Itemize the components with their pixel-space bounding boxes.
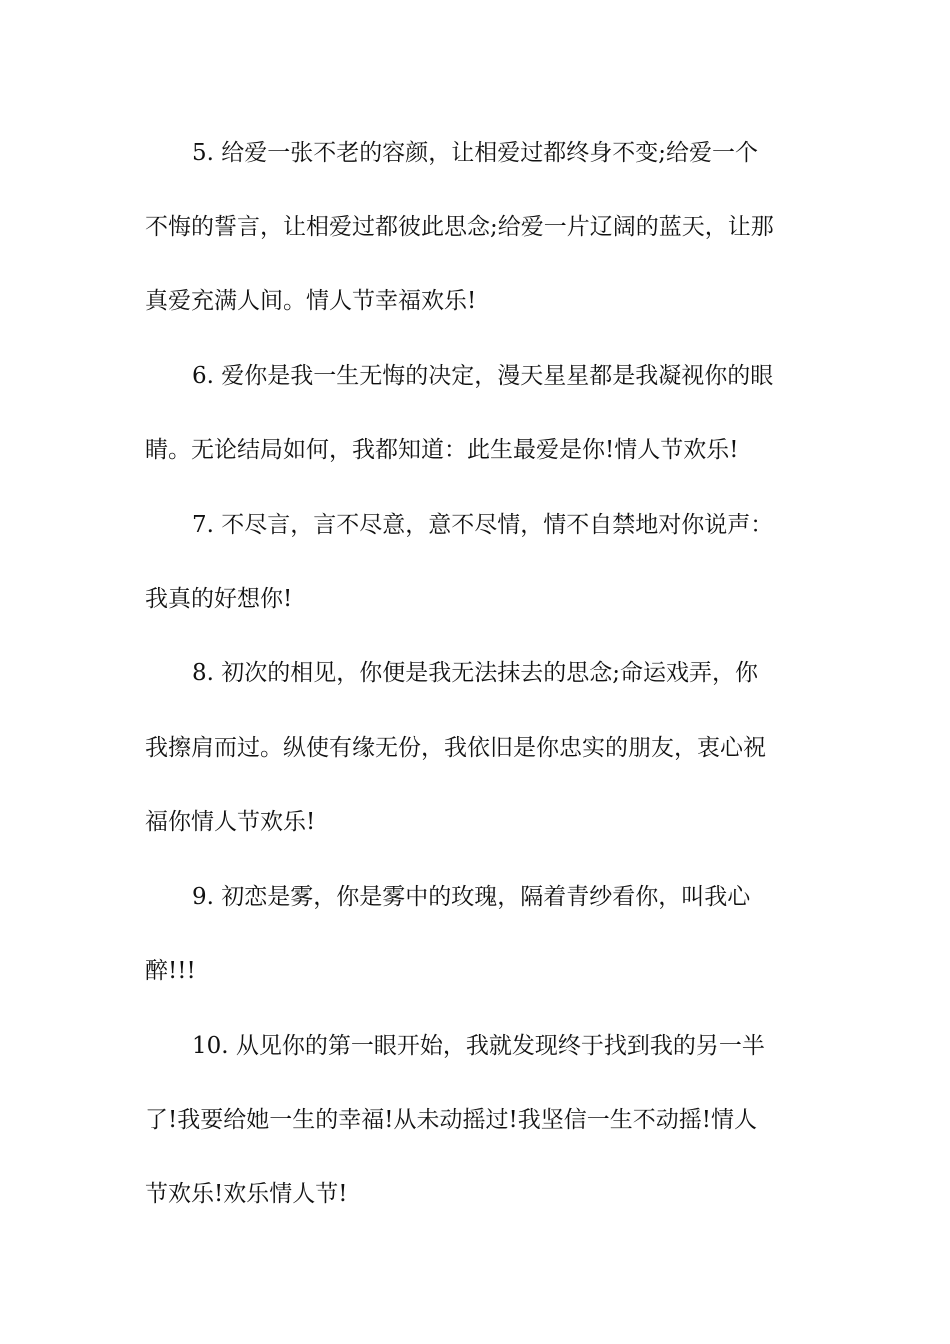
paragraph-7-line-2: 我真的好想你! xyxy=(145,586,293,612)
paragraph-10-line-3: 节欢乐!欢乐情人节! xyxy=(145,1181,348,1207)
paragraph-7-line-1: 7. 不尽言，言不尽意，意不尽情，情不自禁地对你说声： xyxy=(192,512,774,538)
paragraph-10-line-2: 了!我要给她一生的幸福!从未动摇过!我坚信一生不动摇!情人 xyxy=(145,1107,757,1133)
paragraph-9-line-1: 9. 初恋是雾，你是雾中的玫瑰，隔着青纱看你，叫我心 xyxy=(192,884,751,910)
paragraph-8-line-1: 8. 初次的相见，你便是我无法抹去的思念;命运戏弄，你 xyxy=(192,660,759,686)
paragraph-9-line-2: 醉!!! xyxy=(145,958,196,984)
paragraph-8-line-2: 我擦肩而过。纵使有缘无份，我依旧是你忠实的朋友，衷心祝 xyxy=(145,735,766,761)
paragraph-5-line-2: 不悔的誓言，让相爱过都彼此思念;给爱一片辽阔的蓝天，让那 xyxy=(145,214,774,240)
paragraph-8-line-3: 福你情人节欢乐! xyxy=(145,809,316,835)
paragraph-6-line-2: 睛。无论结局如何，我都知道：此生最爱是你!情人节欢乐! xyxy=(145,437,739,463)
paragraph-6-line-1: 6. 爱你是我一生无悔的决定，漫天星星都是我凝视你的眼 xyxy=(192,363,774,389)
paragraph-10-line-1: 10. 从见你的第一眼开始，我就发现终于找到我的另一半 xyxy=(192,1033,765,1059)
paragraph-5-line-1: 5. 给爱一张不老的容颜，让相爱过都终身不变;给爱一个 xyxy=(192,140,759,166)
paragraph-5-line-3: 真爱充满人间。情人节幸福欢乐! xyxy=(145,288,477,314)
